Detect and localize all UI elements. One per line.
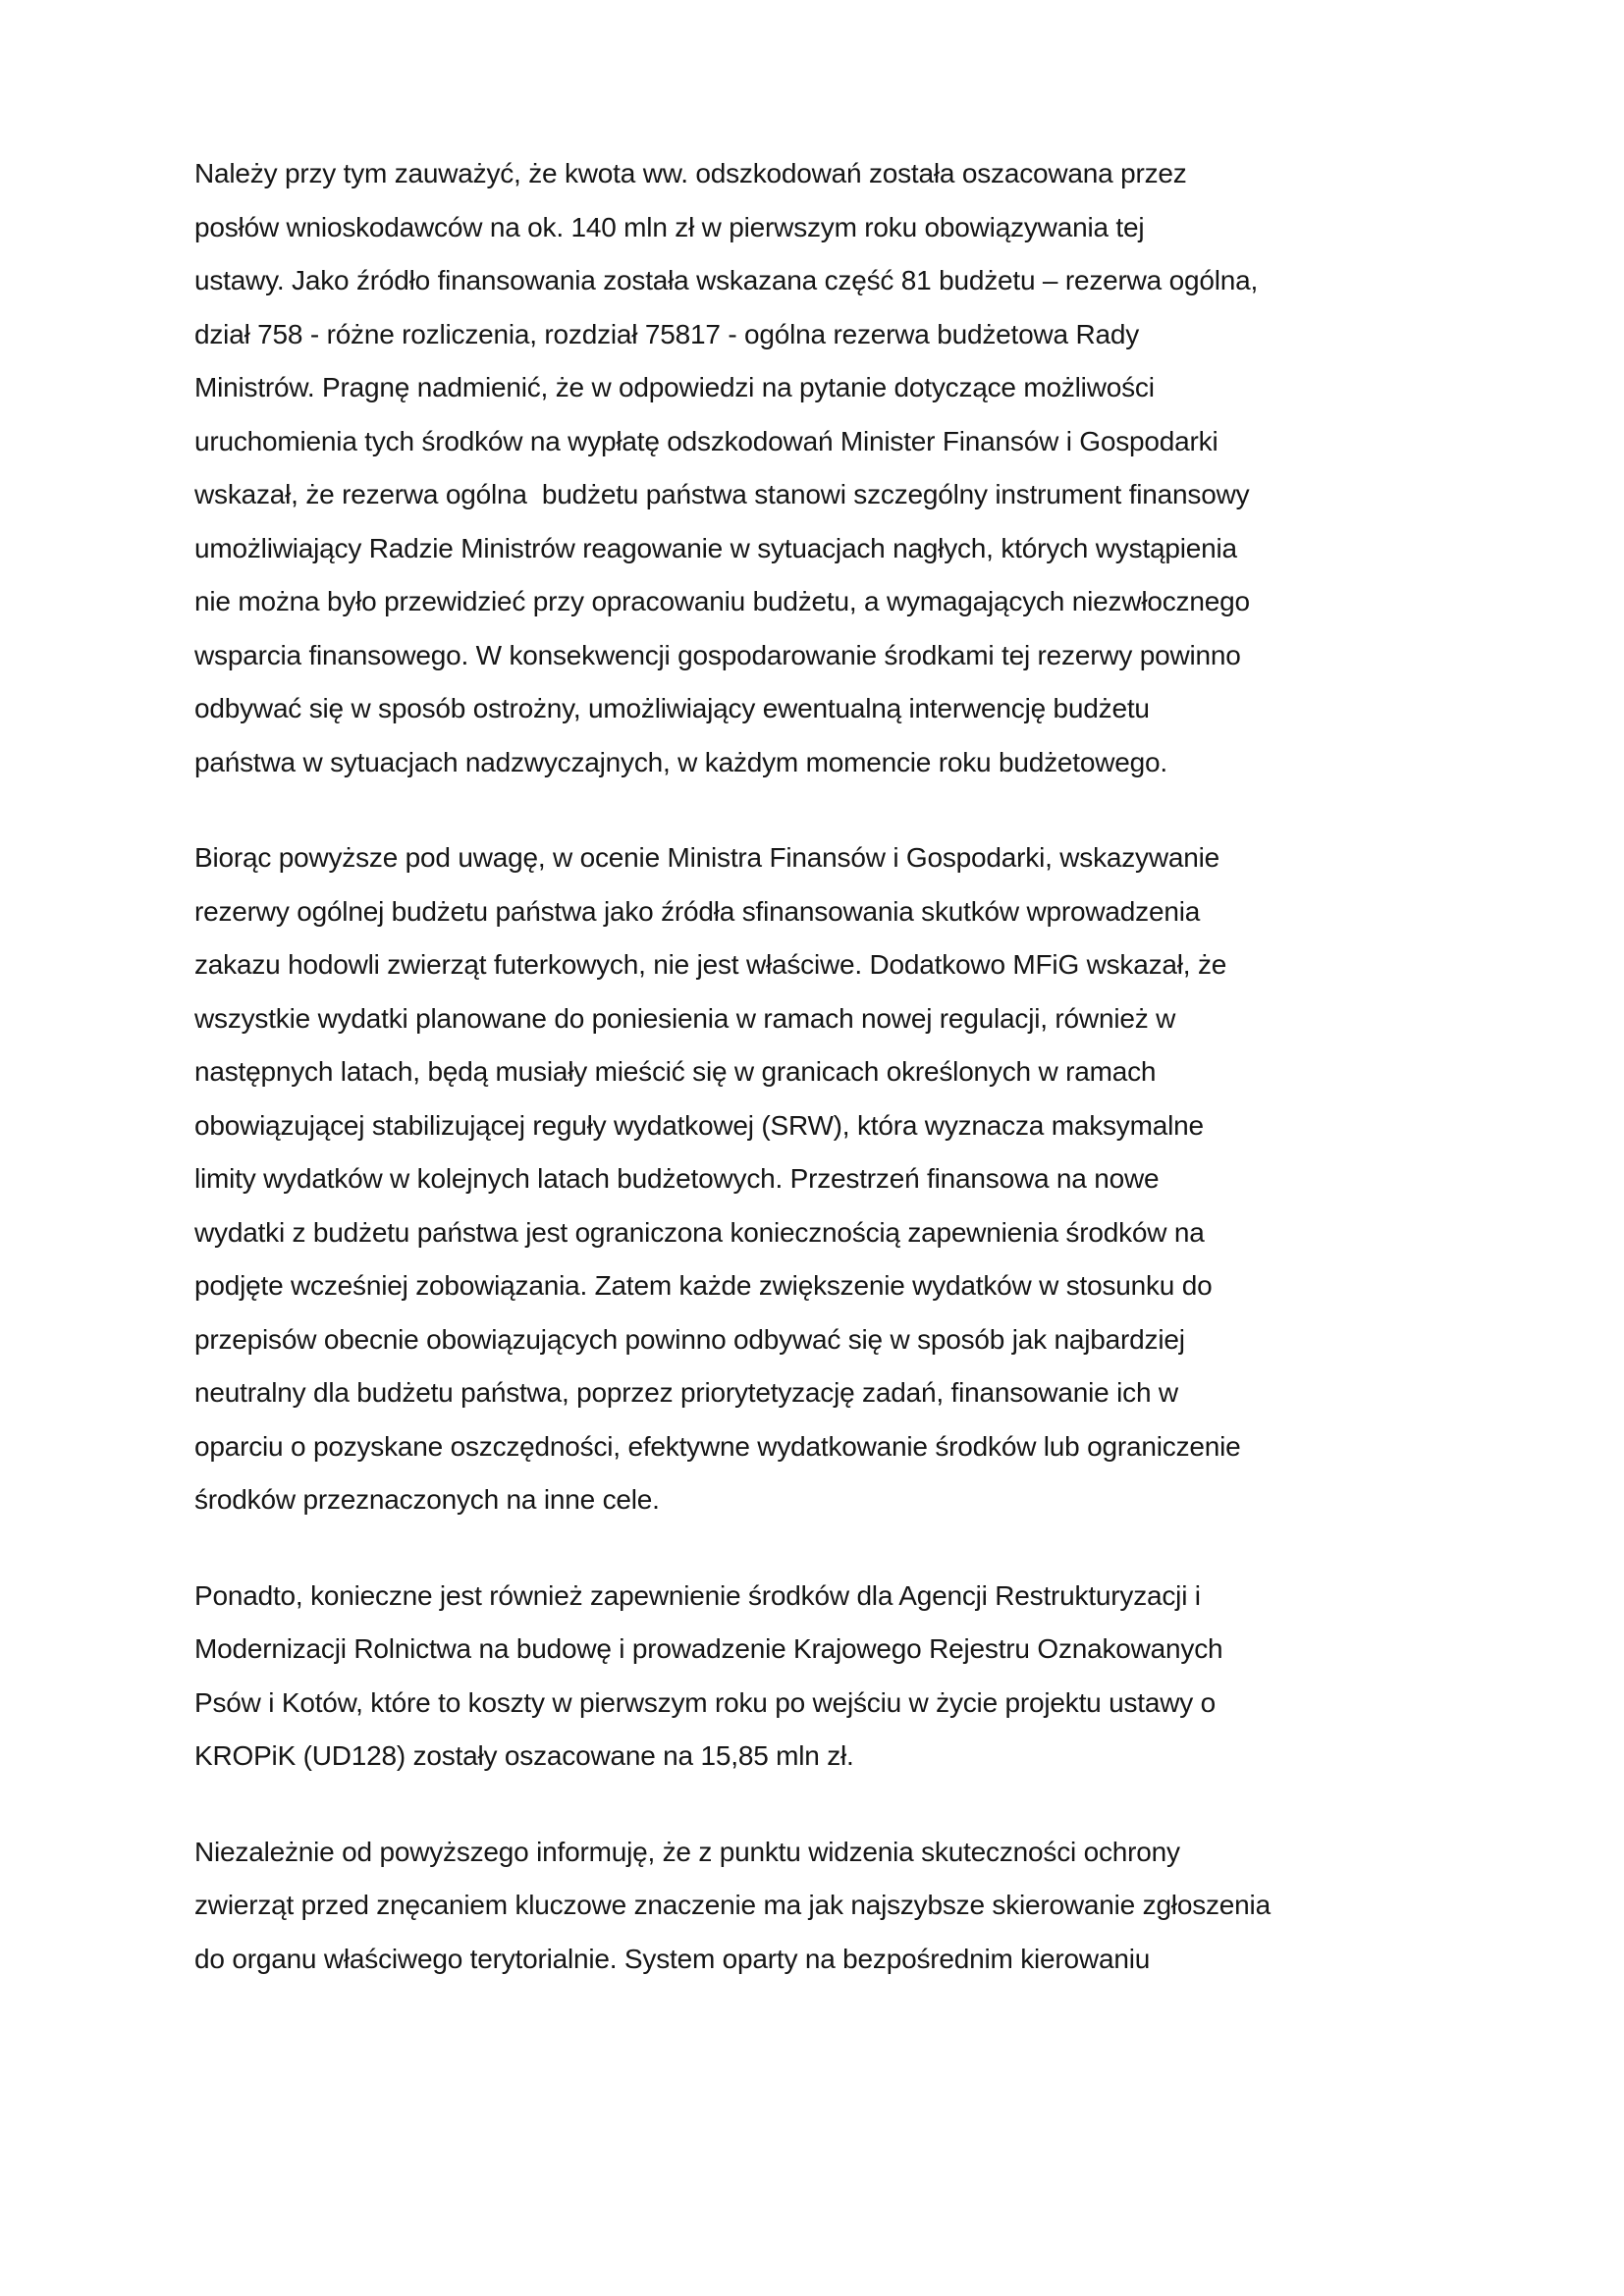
text-line: wskazał, że rezerwa ogólna budżetu państwa stanowi szczególny instrument finansowy: [194, 479, 1250, 509]
text-line: uruchomienia tych środków na wypłatę odszkodowań Minister Finansów i Gospodarki: [194, 425, 1218, 456]
text-line: obowiązującej stabilizującej reguły wydatkowej (SRW), która wyznacza maksymalne: [194, 1109, 1204, 1141]
text-line: zwierząt przed znęcaniem kluczowe znaczenie ma jak najszybsze skierowanie zgłoszenia: [194, 1890, 1271, 1920]
text-line: Ponadto, konieczne jest również zapewnienie środków dla Agencji Restrukturyzacji i: [194, 1579, 1201, 1611]
text-line: wydatki z budżetu państwa jest ograniczona koniecznością zapewnienia środków na: [194, 1216, 1205, 1248]
text-line: nie można było przewidzieć przy opracowaniu budżetu, a wymagających niezwłocznego: [194, 586, 1250, 616]
text-line: zakazu hodowli zwierząt futerkowych, nie jest właściwe. Dodatkowo MFiG wskazał, że: [194, 949, 1227, 980]
text-line: wsparcia finansowego. W konsekwencji gospodarowanie środkami tej rezerwy powinno: [194, 639, 1241, 670]
text-line: Psów i Kotów, które to koszty w pierwszym roku po wejściu w życie projektu ustawy o: [194, 1686, 1217, 1718]
paragraph-4: [194, 1826, 1392, 1987]
text-line: neutralny dla budżetu państwa, poprzez priorytetyzację zadań, finansowanie ich w: [194, 1377, 1178, 1408]
text-line: Ministrów. Pragnę nadmienić, że w odpowiedzi na pytanie dotyczące możliwości: [194, 372, 1155, 402]
text-line: rezerwy ogólnej budżetu państwa jako źródła sfinansowania skutków wprowadzenia: [194, 895, 1201, 927]
document-body: [194, 147, 1392, 2028]
text-line: wszystkie wydatki planowane do poniesienia w ramach nowej regulacji, również w: [194, 1002, 1176, 1034]
text-line: podjęte wcześniej zobowiązania. Zatem każde zwiększenie wydatków w stosunku do: [194, 1270, 1213, 1301]
text-line: oparciu o pozyskane oszczędności, efektywne wydatkowanie środków lub ograniczenie: [194, 1430, 1241, 1462]
text-line: umożliwiający Radzie Ministrów reagowanie w sytuacjach nagłych, których wystąpienia: [194, 532, 1237, 563]
text-line: następnych latach, będą musiały mieścić się w granicach określonych w ramach: [194, 1056, 1157, 1087]
text-line: odbywać się w sposób ostrożny, umożliwiający ewentualną interwencję budżetu: [194, 693, 1150, 723]
text-line: przepisów obecnie obowiązujących powinno odbywać się w sposób jak najbardziej: [194, 1323, 1185, 1355]
text-line: państwa w sytuacjach nadzwyczajnych, w każdym momencie roku budżetowego.: [194, 746, 1167, 777]
paragraph-1: [194, 147, 1392, 789]
text-line: ustawy. Jako źródło finansowania została wskazana część 81 budżetu – rezerwa ogólna,: [194, 265, 1259, 295]
text-line: do organu właściwego terytorialnie. System oparty na bezpośrednim kierowaniu: [194, 1943, 1151, 1974]
text-line: Niezależnie od powyższego informuję, że z punktu widzenia skuteczności ochrony: [194, 1836, 1180, 1867]
paragraph-2: [194, 831, 1392, 1527]
text-line: Biorąc powyższe pod uwagę, w ocenie Ministra Finansów i Gospodarki, wskazywanie: [194, 842, 1220, 873]
text-line: posłów wnioskodawców na ok. 140 mln zł w pierwszym roku obowiązywania tej: [194, 211, 1145, 242]
text-line: Należy przy tym zauważyć, że kwota ww. odszkodowań została oszacowana przez: [194, 158, 1187, 188]
text-line: środków przeznaczonych na inne cele.: [194, 1484, 660, 1515]
text-line: Modernizacji Rolnictwa na budowę i prowadzenie Krajowego Rejestru Oznakowanych: [194, 1633, 1223, 1664]
text-line: limity wydatków w kolejnych latach budżetowych. Przestrzeń finansowa na nowe: [194, 1163, 1160, 1194]
text-line: dział 758 - różne rozliczenia, rozdział 75817 - ogólna rezerwa budżetowa Rady: [194, 318, 1140, 349]
paragraph-3: [194, 1570, 1392, 1784]
text-line: KROPiK (UD128) zostały oszacowane na 15,85 mln zł.: [194, 1740, 854, 1771]
